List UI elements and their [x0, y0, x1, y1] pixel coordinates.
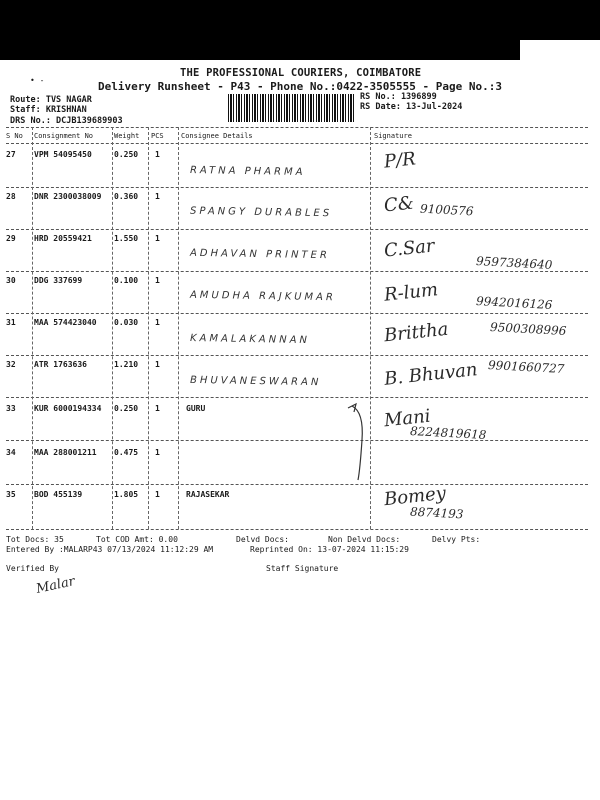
non-delivered-docs: Non Delvd Docs:	[328, 535, 401, 544]
document-title: THE PROFESSIONAL COURIERS, COIMBATORE	[180, 67, 422, 79]
row-consignment-number: HRD 20559421	[34, 234, 92, 243]
row-consignment-number: ATR 1763636	[34, 360, 87, 369]
row-divider	[6, 187, 588, 188]
col-header-consignment: Consignment No	[34, 132, 94, 140]
row-consignee-handwritten: ADHAVAN PRINTER	[189, 247, 330, 262]
total-cod: Tot COD Amt: 0.00	[96, 535, 178, 544]
row-divider	[6, 397, 588, 398]
row-signature: R-lum	[383, 279, 440, 306]
row-serial-number: 32	[6, 360, 16, 369]
row-serial-number: 27	[6, 150, 16, 159]
row-weight: 0.360	[114, 192, 139, 201]
row-handwritten-phone: 8224819618	[409, 424, 487, 442]
table-top-rule	[6, 127, 588, 128]
row-consignment-number: BOD 455139	[34, 490, 83, 499]
row-divider	[6, 484, 588, 485]
row-divider	[6, 313, 588, 314]
row-consignee-handwritten: KAMALAKANNAN	[189, 332, 311, 347]
col-divider	[112, 127, 113, 529]
col-divider	[148, 127, 149, 529]
row-handwritten-phone: 9901660727	[487, 358, 565, 376]
row-pieces: 1	[155, 360, 160, 369]
row-serial-number: 29	[6, 234, 16, 243]
entered-by: Entered By :MALARP43 07/13/2024 11:12:29 AM	[6, 545, 214, 554]
row-consignee-handwritten: RATNA PHARMA	[189, 164, 306, 179]
drs-label: DRS No.: DCJB139689903	[10, 116, 123, 126]
row-consignee-name: GURU	[186, 404, 206, 413]
row-pieces: 1	[155, 150, 160, 159]
row-divider	[6, 440, 588, 441]
row-pieces: 1	[155, 192, 160, 201]
row-signature: C&	[382, 192, 415, 217]
row-weight: 0.250	[114, 150, 139, 159]
row-handwritten-phone: 9597384640	[475, 254, 553, 272]
row-consignee-handwritten: AMUDHA RAJKUMAR	[189, 289, 336, 304]
col-header-weight: Weight	[114, 132, 140, 140]
row-serial-number: 34	[6, 448, 16, 457]
rs-date: RS Date: 13-Jul-2024	[360, 102, 463, 112]
verifier-signature: Malar	[34, 574, 77, 597]
row-pieces: 1	[155, 490, 160, 499]
row-consignee-handwritten: SPANGY DURABLES	[189, 205, 333, 220]
reprinted-on: Reprinted On: 13-07-2024 11:15:29	[250, 545, 409, 554]
staff-signature-label: Staff Signature	[266, 564, 339, 573]
row-pieces: 1	[155, 276, 160, 285]
row-consignee-handwritten: BHUVANESWARAN	[189, 374, 322, 389]
row-signature: C.Sar	[383, 235, 436, 262]
row-weight: 0.030	[114, 318, 139, 327]
col-header-pcs: PCS	[151, 132, 164, 140]
row-pieces: 1	[155, 234, 160, 243]
scan-dark-band	[0, 0, 600, 60]
col-divider	[32, 127, 33, 529]
staff-label: Staff: KRISHNAN	[10, 105, 87, 115]
row-divider	[6, 271, 588, 272]
col-divider	[178, 127, 179, 529]
row-pieces: 1	[155, 318, 160, 327]
col-header-sno: S No	[6, 132, 23, 140]
verified-by: Verified By	[6, 564, 59, 573]
row-handwritten-phone: 9100576	[419, 201, 474, 219]
row-handwritten-phone: 8874193	[409, 504, 464, 522]
row-pieces: 1	[155, 404, 160, 413]
row-weight: 0.100	[114, 276, 139, 285]
row-serial-number: 31	[6, 318, 16, 327]
paper-edge	[520, 40, 600, 60]
delivery-points: Delvy Pts:	[432, 535, 481, 544]
barcode	[228, 94, 356, 122]
row-handwritten-phone: 9500308996	[489, 320, 567, 338]
col-divider	[370, 127, 371, 529]
rs-number: RS No.: 1396899	[360, 92, 437, 102]
row-weight: 1.805	[114, 490, 139, 499]
delivered-docs: Delvd Docs:	[236, 535, 289, 544]
row-weight: 0.475	[114, 448, 139, 457]
row-weight: 1.550	[114, 234, 139, 243]
row-consignment-number: DNR 2300038009	[34, 192, 102, 201]
row-consignment-number: DDG 337699	[34, 276, 83, 285]
row-weight: 0.250	[114, 404, 139, 413]
row-consignment-number: MAA 574423040	[34, 318, 97, 327]
row-serial-number: 30	[6, 276, 16, 285]
table-header-rule	[6, 143, 588, 144]
row-signature: Brittha	[383, 318, 450, 347]
row-consignment-number: MAA 288001211	[34, 448, 97, 457]
col-header-consignee: Consignee Details	[181, 132, 253, 140]
row-signature: P/R	[382, 148, 417, 173]
row-handwritten-phone: 9942016126	[475, 294, 553, 312]
row-pieces: 1	[155, 448, 160, 457]
row-consignment-number: KUR 6000194334	[34, 404, 102, 413]
col-header-signature: Signature	[374, 132, 412, 140]
row-consignment-number: VPM 54095450	[34, 150, 92, 159]
route-label: Route: TVS NAGAR	[10, 95, 92, 105]
handwritten-arrow	[330, 400, 370, 485]
document-subtitle: Delivery Runsheet - P43 - Phone No.:0422-3505555 - Page No.:3	[98, 80, 502, 93]
row-weight: 1.210	[114, 360, 139, 369]
row-signature: B. Bhuvan	[383, 359, 479, 390]
corner-mark: • -	[30, 76, 45, 85]
row-signature: Mani	[383, 405, 432, 432]
row-consignee-name: RAJASEKAR	[186, 490, 230, 499]
total-docs: Tot Docs: 35	[6, 535, 64, 544]
row-signature: Bomey	[383, 482, 447, 511]
row-serial-number: 28	[6, 192, 16, 201]
row-serial-number: 35	[6, 490, 16, 499]
row-serial-number: 33	[6, 404, 16, 413]
row-divider	[6, 355, 588, 356]
table-bottom-rule	[6, 529, 588, 530]
row-divider	[6, 229, 588, 230]
